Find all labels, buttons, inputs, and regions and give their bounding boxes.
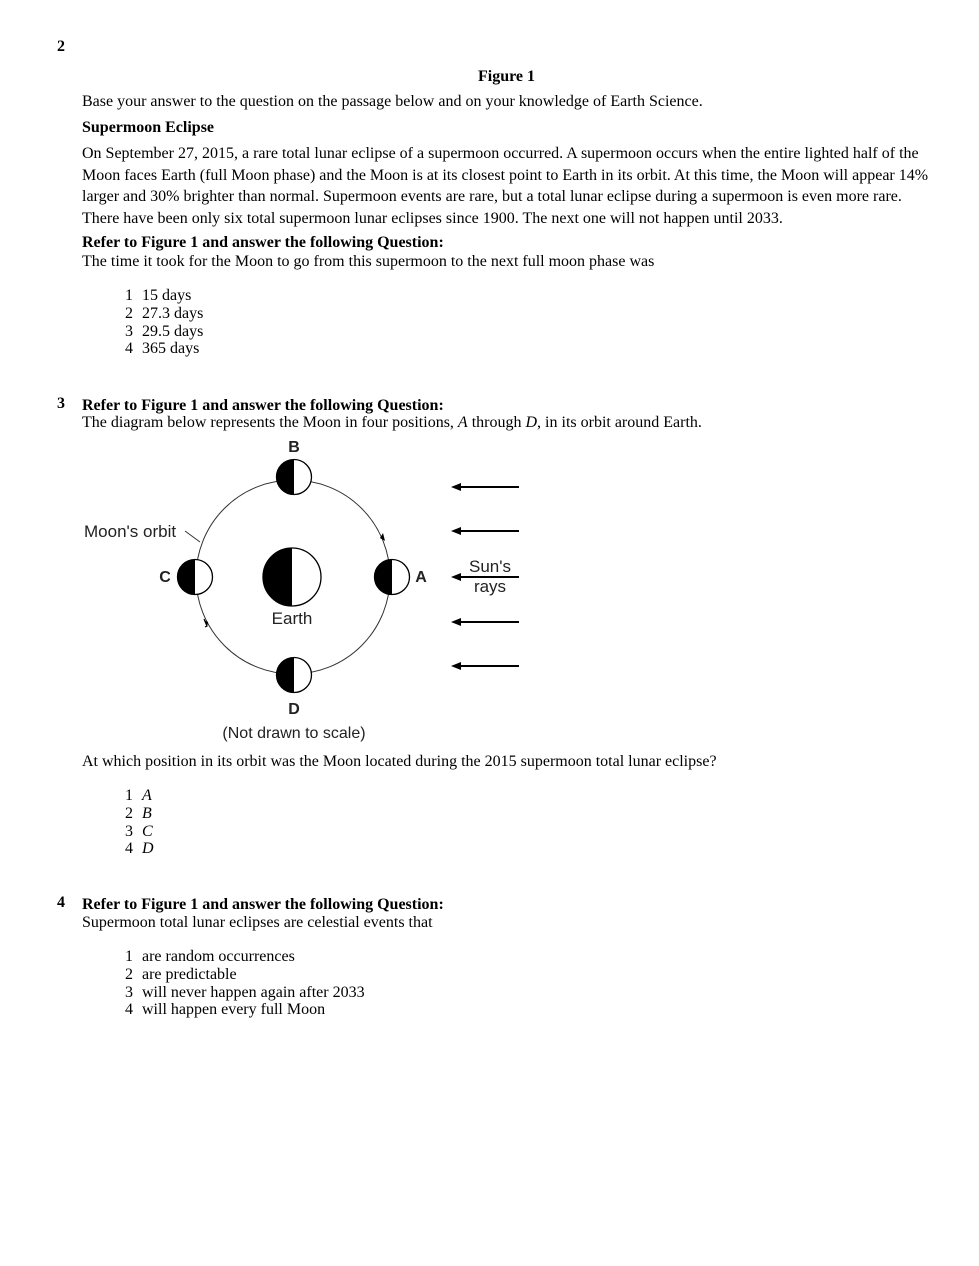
choice-number: 4 (125, 840, 133, 858)
passage-title: Supermoon Eclipse (82, 119, 215, 136)
question-header: Refer to Figure 1 and answer the following Question: (82, 896, 444, 913)
sun-ray-arrow-icon (451, 527, 519, 535)
choice-text: 27.3 days (142, 304, 204, 322)
choice-text: C (142, 822, 153, 840)
answer-choice[interactable] (125, 823, 154, 841)
question-stem: The diagram below represents the Moon in four positions, A through D, in its orbit around Earth. (82, 414, 702, 431)
answer-choice[interactable] (125, 805, 154, 823)
choice-number: 3 (125, 983, 133, 1001)
question-stem: Supermoon total lunar eclipses are celestial events that (82, 914, 433, 931)
position-d-label: D (288, 701, 300, 718)
sun-rays-label: Sun's (469, 557, 511, 576)
moon-position-d-icon (277, 658, 312, 693)
choice-number: 3 (125, 822, 133, 840)
question-stem-2: At which position in its orbit was the Moon located during the 2015 supermoon total lunar eclipse? (82, 753, 717, 770)
answer-choice[interactable] (125, 1001, 365, 1019)
sun-ray-arrow-icon (451, 483, 519, 491)
choice-number: 2 (125, 304, 133, 322)
moon-position-a-icon (375, 560, 410, 595)
answer-choice[interactable] (125, 840, 154, 858)
answer-choices (125, 787, 154, 858)
position-a-label: A (415, 569, 427, 586)
choice-number: 1 (125, 787, 133, 804)
question-header: Refer to Figure 1 and answer the following Question: (82, 234, 444, 251)
sun-ray-arrow-icon (451, 662, 519, 670)
moon-position-c-icon (178, 560, 213, 595)
question-stem: The time it took for the Moon to go from this supermoon to the next full moon phase was (82, 253, 655, 270)
earth-label: Earth (271, 609, 313, 628)
orbit-leader-line (185, 531, 200, 542)
choice-number: 1 (125, 948, 133, 965)
moon-position-b-icon (277, 460, 312, 495)
choice-number: 2 (125, 804, 133, 822)
figure-title: Figure 1 (478, 68, 536, 85)
choice-number: 3 (125, 322, 133, 340)
choice-text: A (142, 787, 152, 804)
answer-choice[interactable] (125, 966, 365, 984)
choice-text: will never happen again after 2033 (142, 983, 365, 1001)
choice-text: are predictable (142, 965, 237, 983)
question-number: 2 (57, 38, 65, 55)
question-number: 4 (57, 894, 65, 911)
choice-number: 1 (125, 287, 133, 304)
passage-text: On September 27, 2015, a rare total lunar eclipse of a supermoon occurred. A supermoon occurs when the entire lighted half of the Moon faces Earth (full Moon phase) and the Moon is at its closest point to Earth in its orbit. At this time, the Moon will appear 14% larger and 30% brighter than normal. Supermoon events are rare, but a total lunar eclipse during a supermoon is even more rare. There have been only six total supermoon lunar eclipses since 1900. The next one will not happen until 2033. (82, 145, 929, 227)
position-b-label: B (288, 439, 300, 456)
choice-text: B (142, 804, 152, 822)
choice-text: 29.5 days (142, 322, 204, 340)
not-to-scale-note: (Not drawn to scale) (222, 725, 366, 742)
orbit-label: Moon's orbit (84, 522, 177, 541)
answer-choices (125, 948, 365, 1019)
answer-choice[interactable] (125, 948, 365, 966)
choice-text: D (142, 840, 154, 858)
choice-text: are random occurrences (142, 948, 295, 965)
position-c-label: C (159, 569, 171, 586)
question-number: 3 (57, 395, 65, 412)
question-header: Refer to Figure 1 and answer the following Question: (82, 397, 444, 414)
choice-number: 4 (125, 340, 133, 358)
answer-choice[interactable] (125, 984, 365, 1002)
choice-number: 2 (125, 965, 133, 983)
choice-number: 4 (125, 1001, 133, 1019)
choice-text: 365 days (142, 340, 200, 358)
answer-choice[interactable] (125, 787, 154, 805)
sun-rays-label: rays (473, 577, 507, 596)
earth-icon (263, 548, 321, 606)
intro-text: Base your answer to the question on the passage below and on your knowledge of Earth Science. (82, 93, 703, 110)
choice-text: will happen every full Moon (142, 1001, 326, 1019)
sun-ray-arrow-icon (451, 618, 519, 626)
choice-text: 15 days (142, 287, 192, 304)
